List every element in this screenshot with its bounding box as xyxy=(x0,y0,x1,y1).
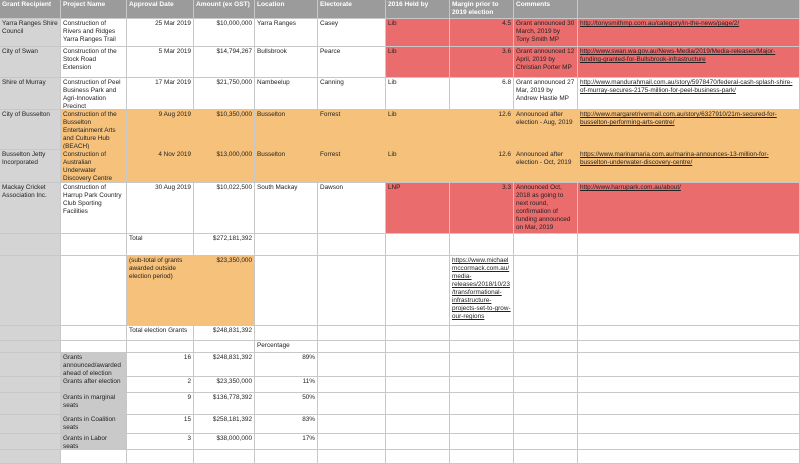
summary-count[interactable]: 15 xyxy=(127,415,194,434)
blank-cell[interactable] xyxy=(318,256,386,326)
held-by-cell[interactable]: Lib xyxy=(386,110,450,150)
blank-cell[interactable] xyxy=(386,450,450,464)
amount-cell[interactable]: $14,794,267 xyxy=(194,47,255,78)
summary-percentage[interactable]: 89% xyxy=(255,353,318,377)
blank-cell[interactable] xyxy=(578,393,800,415)
electorate-cell[interactable]: Canning xyxy=(318,78,386,110)
blank-cell[interactable] xyxy=(514,450,578,464)
blank-cell[interactable] xyxy=(514,415,578,434)
blank-cell[interactable] xyxy=(318,415,386,434)
summary-label[interactable]: Grants in Coalition seats xyxy=(61,415,127,434)
blank-cell[interactable] xyxy=(514,341,578,353)
header-project-name[interactable]: Project Name xyxy=(61,0,127,19)
subtotal-amount[interactable]: $23,350,000 xyxy=(194,256,255,326)
blank-cell[interactable] xyxy=(514,393,578,415)
margin-cell[interactable]: 6.8 xyxy=(450,78,514,110)
blank-cell[interactable] xyxy=(255,256,318,326)
source-link[interactable]: http://tonysmithmp.com.au/category/in-the-news/page/2/ xyxy=(578,19,800,47)
summary-count[interactable]: 2 xyxy=(127,377,194,393)
location-cell[interactable]: Busselton xyxy=(255,110,318,150)
blank-cell[interactable] xyxy=(61,450,127,464)
row-label-blank xyxy=(0,450,61,464)
comments-cell[interactable]: Announced Oct, 2018 as going to next round, confirmation of funding announced on Mar, 2019 xyxy=(514,183,578,234)
header-blank[interactable] xyxy=(578,0,800,19)
total-amount[interactable]: $272,181,392 xyxy=(194,234,255,256)
margin-cell[interactable]: 3.3 xyxy=(450,183,514,234)
location-cell[interactable]: Busselton xyxy=(255,150,318,183)
subtotal-label[interactable]: (sub-total of grants awarded outside election period) xyxy=(127,256,194,326)
blank-cell[interactable] xyxy=(514,434,578,450)
electorate-cell[interactable]: Pearce xyxy=(318,47,386,78)
row-label-blank xyxy=(0,326,61,341)
held-by-cell[interactable]: Lib xyxy=(386,47,450,78)
blank-cell[interactable] xyxy=(318,393,386,415)
project-name-cell[interactable]: Construction of Harrup Park Country Club Sporting Facilities xyxy=(61,183,127,234)
blank-cell[interactable] xyxy=(127,341,194,353)
source-link[interactable]: http://www.mandurahmail.com.au/story/5978470/federal-cash-splash-shire-of-murray-secures-2175-million-for-peel-business-park/ xyxy=(578,78,800,110)
margin-cell[interactable]: 3.6 xyxy=(450,47,514,78)
amount-cell[interactable]: $21,750,000 xyxy=(194,78,255,110)
blank-cell[interactable] xyxy=(450,377,514,393)
blank-cell[interactable] xyxy=(578,415,800,434)
location-cell[interactable]: Yarra Ranges xyxy=(255,19,318,47)
comments-cell[interactable]: Announced after election - Oct, 2019 xyxy=(514,150,578,183)
row-label-blank xyxy=(0,434,61,450)
summary-label[interactable]: Grants announced/awarded ahead of election xyxy=(61,353,127,377)
summary-count[interactable]: 3 xyxy=(127,434,194,450)
electorate-cell[interactable]: Forrest xyxy=(318,110,386,150)
approval-date-cell[interactable]: 17 Mar 2019 xyxy=(127,78,194,110)
location-cell[interactable]: Bullsbrook xyxy=(255,47,318,78)
blank-cell[interactable] xyxy=(514,377,578,393)
location-cell[interactable]: South Mackay xyxy=(255,183,318,234)
source-link[interactable]: http://www.harrupark.com.au/about/ xyxy=(578,183,800,234)
blank-cell[interactable] xyxy=(578,434,800,450)
project-name-cell[interactable]: Construction of the Busselton Entertainment Arts and Culture Hub (BEACH) xyxy=(61,110,127,150)
location-cell[interactable]: Nambeelup xyxy=(255,78,318,110)
held-by-cell[interactable]: Lib xyxy=(386,78,450,110)
blank-cell[interactable] xyxy=(386,434,450,450)
header-held-by[interactable]: 2016 Held by xyxy=(386,0,450,19)
grant-recipient-cell[interactable]: Shire of Murray xyxy=(0,78,61,110)
blank-cell[interactable] xyxy=(61,341,127,353)
summary-label[interactable]: Grants in Labor seats xyxy=(61,434,127,450)
approval-date-cell[interactable]: 25 Mar 2019 xyxy=(127,19,194,47)
row-label-blank xyxy=(0,393,61,415)
summary-label[interactable]: Grants after election xyxy=(61,377,127,393)
blank-cell[interactable] xyxy=(318,234,386,256)
blank-cell[interactable] xyxy=(318,450,386,464)
comments-cell[interactable]: Grant announced 12 April, 2019 by Christian Porter MP xyxy=(514,47,578,78)
header-location[interactable]: Location xyxy=(255,0,318,19)
blank-cell[interactable] xyxy=(255,234,318,256)
blank-cell[interactable] xyxy=(578,377,800,393)
comments-cell[interactable]: Grant announced 27 Mar, 2019 by Andrew Hastie MP xyxy=(514,78,578,110)
summary-count[interactable]: 16 xyxy=(127,353,194,377)
blank-cell[interactable] xyxy=(514,234,578,256)
percentage-header[interactable]: Percentage xyxy=(255,341,318,353)
approval-date-cell[interactable]: 9 Aug 2019 xyxy=(127,110,194,150)
blank-cell[interactable] xyxy=(450,353,514,377)
blank-cell[interactable] xyxy=(514,326,578,341)
summary-amount[interactable]: $23,350,000 xyxy=(194,377,255,393)
summary-amount[interactable]: $248,831,392 xyxy=(194,353,255,377)
summary-percentage[interactable]: 11% xyxy=(255,377,318,393)
approval-date-cell[interactable]: 30 Aug 2019 xyxy=(127,183,194,234)
blank-cell[interactable] xyxy=(386,377,450,393)
electorate-cell[interactable]: Dawson xyxy=(318,183,386,234)
header-comments[interactable]: Comments xyxy=(514,0,578,19)
summary-amount[interactable]: $258,181,392 xyxy=(194,415,255,434)
amount-cell[interactable]: $10,350,000 xyxy=(194,110,255,150)
held-by-cell[interactable]: Lib xyxy=(386,150,450,183)
project-name-cell[interactable]: Construction of Peel Business Park and Agri-Innovation Precinct xyxy=(61,78,127,110)
blank-cell[interactable] xyxy=(61,234,127,256)
held-by-cell[interactable]: Lib xyxy=(386,19,450,47)
grant-recipient-cell[interactable]: City of Swan xyxy=(0,47,61,78)
summary-amount[interactable]: $136,778,392 xyxy=(194,393,255,415)
subtotal-source-link[interactable]: https://www.michaelmccormack.com.au/media-releases/2018/10/23/transformational-infrastructure-projects-set-to-grow-our-regions xyxy=(450,256,514,326)
blank-cell[interactable] xyxy=(318,377,386,393)
blank-cell[interactable] xyxy=(450,341,514,353)
comments-cell[interactable]: Grant announced 30 March, 2019 by Tony Smith MP xyxy=(514,19,578,47)
blank-cell[interactable] xyxy=(386,353,450,377)
blank-cell[interactable] xyxy=(578,450,800,464)
held-by-cell[interactable]: LNP xyxy=(386,183,450,234)
blank-cell[interactable] xyxy=(61,326,127,341)
blank-cell[interactable] xyxy=(386,256,450,326)
election-total-label[interactable]: Total election Grants xyxy=(127,326,194,341)
blank-cell[interactable] xyxy=(450,234,514,256)
header-margin[interactable]: Margin prior to 2019 election xyxy=(450,0,514,19)
blank-cell[interactable] xyxy=(450,326,514,341)
blank-cell[interactable] xyxy=(578,234,800,256)
project-name-cell[interactable]: Construction of Australian Underwater Discovery Centre xyxy=(61,150,127,183)
blank-cell[interactable] xyxy=(318,434,386,450)
margin-cell[interactable]: 4.5 xyxy=(450,19,514,47)
blank-cell[interactable] xyxy=(194,341,255,353)
blank-cell[interactable] xyxy=(255,326,318,341)
project-name-cell[interactable]: Construction of the Stock Road Extension xyxy=(61,47,127,78)
blank-cell[interactable] xyxy=(386,415,450,434)
election-total-amount[interactable]: $248,831,392 xyxy=(194,326,255,341)
summary-amount[interactable]: $38,000,000 xyxy=(194,434,255,450)
approval-date-cell[interactable]: 4 Nov 2019 xyxy=(127,150,194,183)
margin-cell[interactable]: 12.6 xyxy=(450,150,514,183)
amount-cell[interactable]: $10,000,000 xyxy=(194,19,255,47)
header-electorate[interactable]: Electorate xyxy=(318,0,386,19)
blank-cell[interactable] xyxy=(386,234,450,256)
amount-cell[interactable]: $13,000,000 xyxy=(194,150,255,183)
summary-percentage[interactable]: 17% xyxy=(255,434,318,450)
blank-cell[interactable] xyxy=(450,450,514,464)
grant-recipient-cell[interactable]: City of Busselton xyxy=(0,110,61,150)
blank-cell[interactable] xyxy=(578,353,800,377)
margin-cell[interactable]: 12.6 xyxy=(450,110,514,150)
header-approval-date[interactable]: Approval Date xyxy=(127,0,194,19)
blank-cell[interactable] xyxy=(318,341,386,353)
source-link[interactable]: http://www.swan.wa.gov.au/News-Media/2019/Media-releases/Major-funding-granted-for-Bullsbrook-infrastructure xyxy=(578,47,800,78)
blank-cell[interactable] xyxy=(386,393,450,415)
blank-cell[interactable] xyxy=(194,450,255,464)
blank-cell[interactable] xyxy=(255,450,318,464)
total-label[interactable]: Total xyxy=(127,234,194,256)
approval-date-cell[interactable]: 5 Mar 2019 xyxy=(127,47,194,78)
blank-cell[interactable] xyxy=(578,326,800,341)
blank-cell[interactable] xyxy=(450,415,514,434)
source-link[interactable]: http://www.margaretrivermail.com.au/story/6327910/21m-secured-for-busselton-performing-arts-centre/ xyxy=(578,110,800,150)
blank-cell[interactable] xyxy=(127,450,194,464)
header-grant-recipient[interactable]: Grant Recipient xyxy=(0,0,61,19)
blank-cell[interactable] xyxy=(318,353,386,377)
row-label-blank xyxy=(0,377,61,393)
blank-cell[interactable] xyxy=(386,341,450,353)
summary-percentage[interactable]: 83% xyxy=(255,415,318,434)
blank-cell[interactable] xyxy=(514,256,578,326)
row-label-blank xyxy=(0,256,61,326)
comments-cell[interactable]: Announced after election - Aug, 2019 xyxy=(514,110,578,150)
blank-cell[interactable] xyxy=(450,434,514,450)
amount-cell[interactable]: $10,022,500 xyxy=(194,183,255,234)
grant-recipient-cell[interactable]: Mackay Cricket Association Inc. xyxy=(0,183,61,234)
header-amount[interactable]: Amount (ex GST) xyxy=(194,0,255,19)
electorate-cell[interactable]: Casey xyxy=(318,19,386,47)
blank-cell[interactable] xyxy=(318,326,386,341)
blank-cell[interactable] xyxy=(514,353,578,377)
grant-recipient-cell[interactable]: Busselton Jetty Incorporated xyxy=(0,150,61,183)
row-label-blank xyxy=(0,341,61,353)
electorate-cell[interactable]: Forrest xyxy=(318,150,386,183)
row-label-blank xyxy=(0,415,61,434)
row-label-blank xyxy=(0,353,61,377)
summary-count[interactable]: 9 xyxy=(127,393,194,415)
project-name-cell[interactable]: Construction of Rivers and Ridges Yarra Ranges Trail xyxy=(61,19,127,47)
blank-cell[interactable] xyxy=(450,393,514,415)
blank-cell[interactable] xyxy=(386,326,450,341)
summary-label[interactable]: Grants in marginal seats xyxy=(61,393,127,415)
grant-recipient-cell[interactable]: Yarra Ranges Shire Council xyxy=(0,19,61,47)
blank-cell[interactable] xyxy=(61,256,127,326)
blank-cell[interactable] xyxy=(578,256,800,326)
blank-cell[interactable] xyxy=(578,341,800,353)
summary-percentage[interactable]: 50% xyxy=(255,393,318,415)
source-link[interactable]: https://www.marinamaria.com.au/marina-announces-13-million-for-busselton-underwater-discovery-centre/ xyxy=(578,150,800,183)
row-label-blank xyxy=(0,234,61,256)
